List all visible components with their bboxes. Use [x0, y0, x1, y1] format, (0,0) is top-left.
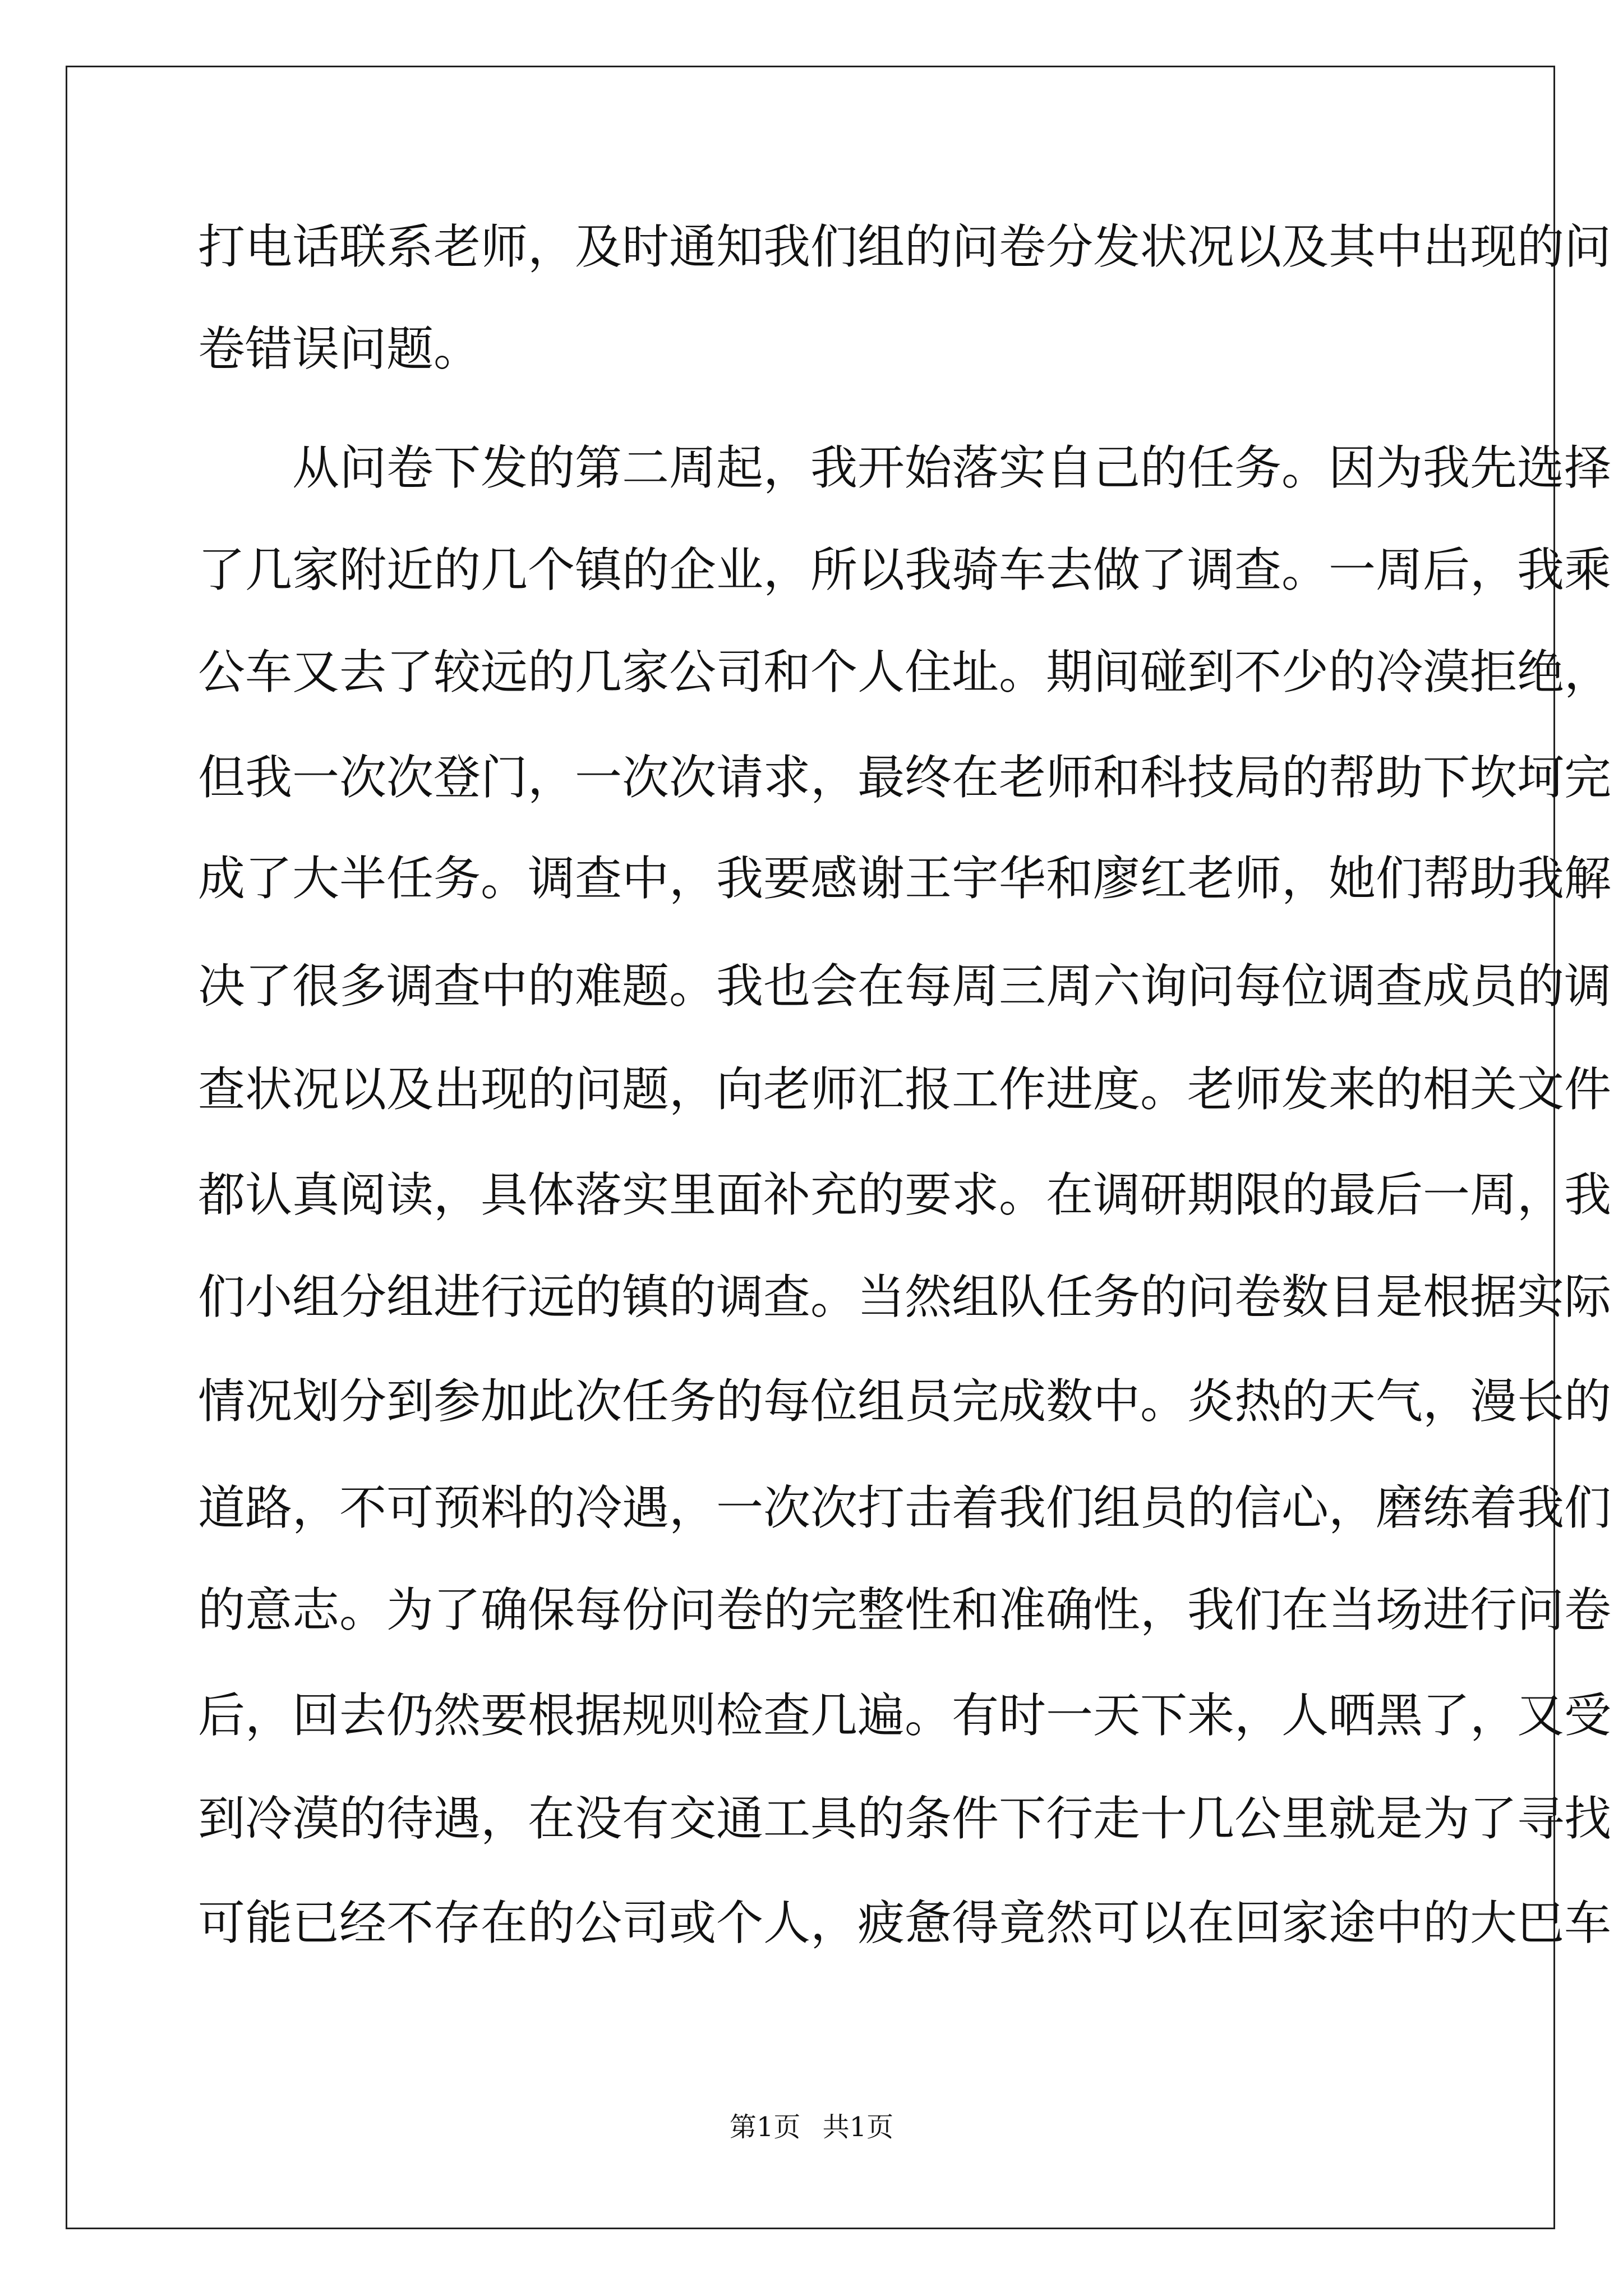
text-line: 到冷漠的待遇，在没有交通工具的条件下行走十几公里就是为了寻找: [198, 1791, 1612, 1846]
text-line: 的意志。为了确保每份问卷的完整性和准确性，我们在当场进行问卷: [198, 1582, 1612, 1637]
text-line: 都认真阅读，具体落实里面补充的要求。在调研期限的最后一周，我: [198, 1167, 1612, 1222]
text-line: 情况划分到参加此次任务的每位组员完成数中。炎热的天气，漫长的: [198, 1374, 1612, 1429]
text-line: 卷错误问题。: [198, 321, 481, 376]
text-line: 们小组分组进行远的镇的调查。当然组队任务的问卷数目是根据实际: [198, 1269, 1612, 1324]
text-line: 从问卷下发的第二周起，我开始落实自己的任务。因为我先选择: [198, 440, 1612, 495]
text-line: 了几家附近的几个镇的企业，所以我骑车去做了调查。一周后，我乘: [198, 542, 1612, 597]
text-line: 但我一次次登门，一次次请求，最终在老师和科技局的帮助下坎坷完: [198, 750, 1612, 805]
text-line: 后，回去仍然要根据规则检查几遍。有时一天下来，人晒黑了，又受: [198, 1688, 1612, 1743]
page-footer: [0, 2110, 1623, 2144]
text-line: 成了大半任务。调查中，我要感谢王宇华和廖红老师，她们帮助我解: [198, 851, 1612, 906]
text-line: 道路，不可预料的冷遇，一次次打击着我们组员的信心，磨练着我们: [198, 1480, 1612, 1535]
page-number-total: 共1页: [822, 2111, 894, 2143]
text-line: 公车又去了较远的几家公司和个人住址。期间碰到不少的冷漠拒绝，: [198, 645, 1612, 700]
text-line: 可能已经不存在的公司或个人，疲惫得竟然可以在回家途中的大巴车: [198, 1895, 1612, 1950]
page-number-current: 第1页: [729, 2111, 801, 2143]
text-line: 查状况以及出现的问题，向老师汇报工作进度。老师发来的相关文件: [198, 1062, 1612, 1117]
text-line: 打电话联系老师，及时通知我们组的问卷分发状况以及其中出现的问: [198, 219, 1612, 274]
text-line: 决了很多调查中的难题。我也会在每周三周六询问每位调查成员的调: [198, 959, 1612, 1014]
